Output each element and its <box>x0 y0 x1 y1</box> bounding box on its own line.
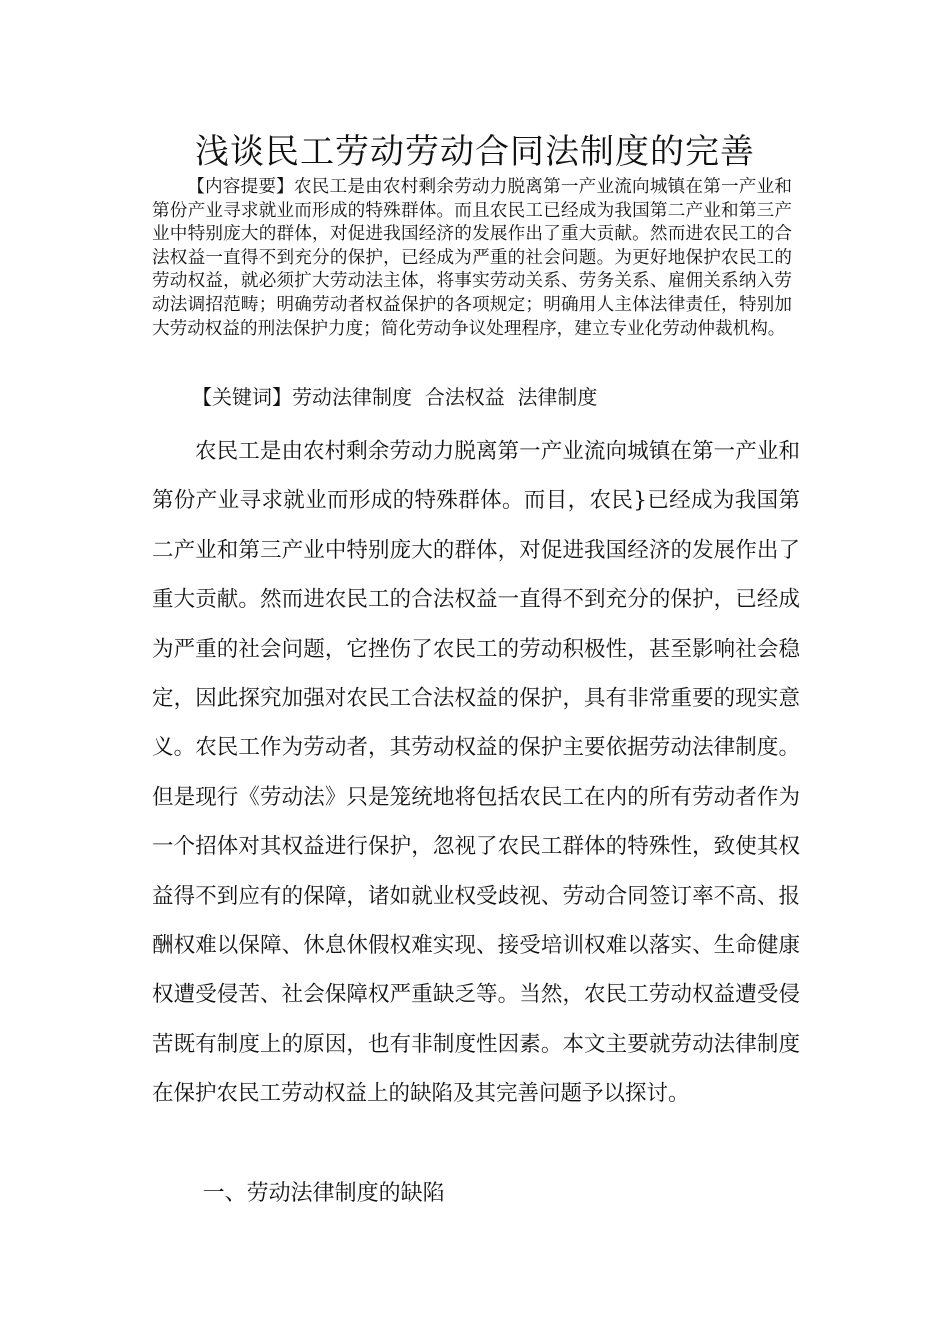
keyword-item: 劳动法律制度 <box>292 385 412 409</box>
keywords-label: 【关键词】 <box>192 385 292 409</box>
keyword-item: 法律制度 <box>517 385 598 409</box>
abstract-paragraph: 【内容提要】农民工是由农村剩余劳动力脱离第一产业流向城镇在第一产业和第份产业寻求就业而形成的特殊群体。而且农民工已经成为我国第二产业和第三产业中特别庞大的群体，对促进我国经济的发展作出了重大贡献。然而进农民工的合法权益一直得不到充分的保护，已经成为严重的社会问题。为更好地保护农民工的劳动权益，就必须扩大劳动法主体，将事实劳动关系、劳务关系、雇佣关系纳入劳动法调招范畴；明确劳动者权益保护的各项规定；明确用人主体法律责任，特别加大劳动权益的刑法保护力度；简化劳动争议处理程序，建立专业化劳动仲裁机构。 <box>152 177 792 339</box>
document-title: 浅谈民工劳动劳动合同法制度的完善 <box>195 132 755 172</box>
section-heading: 一、劳动法律制度的缺陷 <box>202 1181 445 1206</box>
keyword-item: 合法权益 <box>424 385 505 409</box>
keywords-line <box>152 382 792 412</box>
body-paragraph: 农民工是由农村剩余劳动力脱离第一产业流向城镇在第一产业和第份产业寻求就业而形成的特殊群体。而目，农民}已经成为我国第二产业和第三产业中特别庞大的群体，对促进我国经济的发展作出了重大贡献。然而进农民工的合法权益一直得不到充分的保护，已经成为严重的社会问题，它挫伤了农民工的劳动积极性，甚至影响社会稳定，因此探究加强对农民工合法权益的保护，具有非常重要的现实意义。农民工作为劳动者，其劳动权益的保护主要依据劳动法律制度。但是现行《劳动法》只是笼统地将包括农民工在内的所有劳动者作为一个招体对其权益进行保护，忽视了农民工群体的特殊性，致使其权益得不到应有的保障，诸如就业权受歧视、劳动合同签订率不高、报酬权难以保障、休息休假权难实现、接受培训权难以落实、生命健康权遭受侵苦、社会保障权严重缺乏等。当然，农民工劳动权益遭受侵苦既有制度上的原因，也有非制度性因素。本文主要就劳动法律制度在保护农民工劳动权益上的缺陷及其完善问题予以探讨。 <box>152 439 800 1107</box>
